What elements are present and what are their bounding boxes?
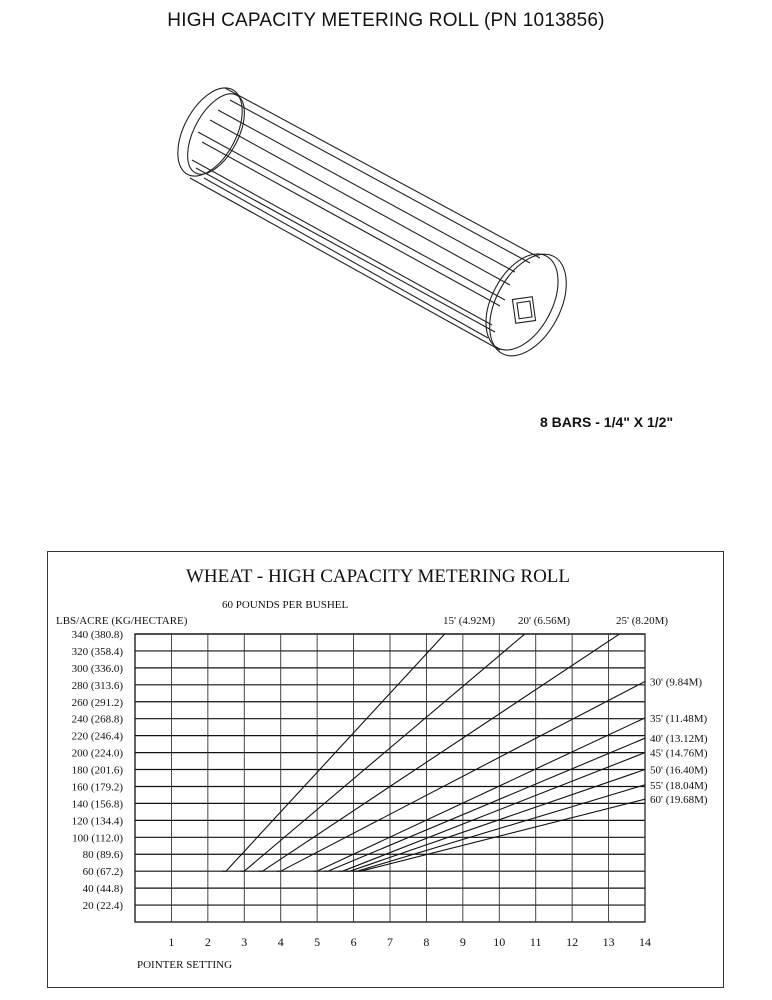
chart-title: WHEAT - HIGH CAPACITY METERING ROLL <box>185 566 571 587</box>
x-tick-label: 2 <box>204 935 211 949</box>
y-tick-label: 280 (313.6) <box>71 679 123 692</box>
y-tick-label: 60 (67.2) <box>82 866 123 879</box>
roll-caption: 8 BARS - 1/4" X 1/2" <box>540 414 674 430</box>
y-axis-ticks <box>72 629 124 912</box>
series-label: 30' (9.84M) <box>650 676 703 689</box>
x-tick-label: 13 <box>602 935 615 949</box>
series-segment <box>357 785 645 871</box>
x-tick-label: 12 <box>566 935 579 949</box>
series-line <box>313 713 707 871</box>
series-segment <box>328 738 645 871</box>
chart-subtitle: 60 POUNDS PER BUSHEL <box>222 599 349 611</box>
page-title: HIGH CAPACITY METERING ROLL (PN 1013856) <box>167 10 605 31</box>
y-tick-label: 40 (44.8) <box>82 883 123 896</box>
y-tick-label: 340 (380.8) <box>71 629 123 641</box>
x-tick-label: 6 <box>350 935 357 949</box>
y-axis-label: LBS/ACRE (KG/HECTARE) <box>56 615 188 627</box>
series-label: 35' (11.48M) <box>650 712 708 725</box>
chart-grid <box>135 634 645 922</box>
y-tick-label: 300 (336.0) <box>71 662 123 675</box>
x-tick-label: 7 <box>387 935 393 949</box>
series-line <box>277 676 703 871</box>
y-tick-label: 180 (201.6) <box>71 764 123 777</box>
x-axis-label: POINTER SETTING <box>137 959 233 971</box>
y-tick-label: 200 (224.0) <box>71 747 123 760</box>
y-tick-label: 320 (358.4) <box>71 645 123 658</box>
x-tick-label: 4 <box>277 935 284 949</box>
series-segment <box>361 799 645 871</box>
series-line <box>259 615 669 871</box>
x-tick-label: 10 <box>493 935 506 949</box>
series-label: 45' (14.76M) <box>650 747 708 760</box>
y-tick-label: 140 (156.8) <box>71 798 123 811</box>
series-segment <box>343 753 645 872</box>
series-line <box>357 794 708 871</box>
x-tick-label: 8 <box>423 935 430 949</box>
x-axis-ticks <box>168 935 651 949</box>
x-tick-label: 3 <box>241 935 248 949</box>
y-tick-label: 20 (22.4) <box>82 900 123 913</box>
y-tick-label: 80 (89.6) <box>82 849 123 862</box>
series-label: 60' (19.68M) <box>650 794 708 807</box>
chart-series <box>222 615 708 871</box>
y-tick-label: 260 (291.2) <box>71 696 123 709</box>
y-tick-label: 160 (179.2) <box>71 781 123 794</box>
y-tick-label: 100 (112.0) <box>72 832 123 845</box>
x-tick-label: 14 <box>639 935 651 949</box>
x-tick-label: 1 <box>168 935 175 949</box>
series-label: 40' (13.12M) <box>650 733 708 746</box>
series-label: 15' (4.92M) <box>443 615 496 627</box>
x-tick-label: 5 <box>314 935 321 949</box>
series-label: 55' (18.04M) <box>650 779 708 792</box>
series-label: 50' (16.40M) <box>650 764 708 777</box>
series-line <box>240 615 570 871</box>
y-tick-label: 240 (268.8) <box>71 713 123 726</box>
series-segment <box>317 718 645 871</box>
x-tick-label: 9 <box>459 935 466 949</box>
y-tick-label: 120 (134.4) <box>71 815 123 828</box>
series-label: 20' (6.56M) <box>518 615 571 627</box>
y-tick-label: 220 (246.4) <box>71 730 123 743</box>
series-label: 25' (8.20M) <box>616 615 669 627</box>
x-tick-label: 11 <box>529 935 542 949</box>
